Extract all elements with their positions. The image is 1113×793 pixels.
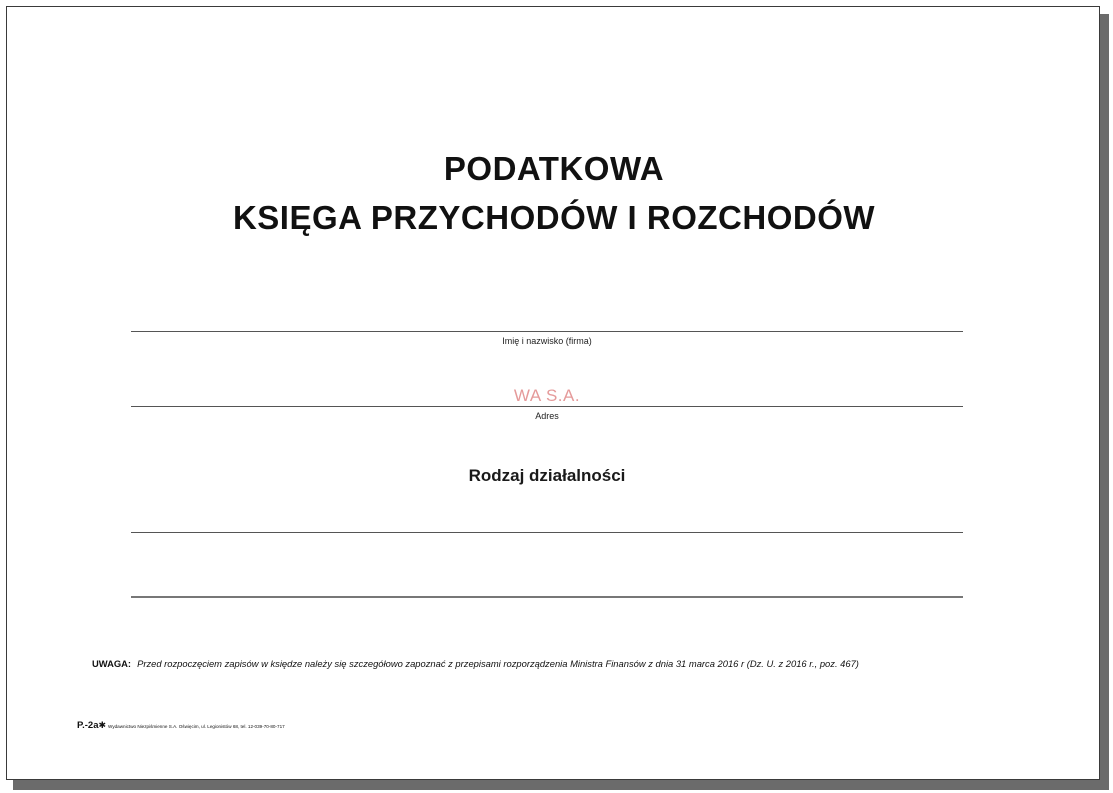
activity-fill-line-2 (131, 596, 963, 598)
address-fill-line (131, 406, 963, 407)
watermark: WA S.A. (513, 386, 581, 405)
address-caption: Adres (535, 411, 559, 421)
name-fill-line (131, 331, 963, 332)
form-code: P.-2a (77, 720, 99, 731)
activity-heading: Rodzaj działalności (468, 466, 626, 485)
title-line-1: PODATKOWA (443, 150, 665, 187)
note-label: UWAGA: (92, 658, 132, 669)
name-caption: Imię i nazwisko (firma) (502, 336, 592, 346)
publisher-imprint: Wydawnictwo Niezpiśmienne S.A. Oświęcim, ul. Legionistów 68, tel. 12-039-70-80-717 (108, 724, 285, 729)
document-page (6, 6, 1100, 780)
footer (77, 715, 285, 733)
note-text: Przed rozpoczęciem zapisów w księdze należy się szczegółowo zapoznać z przepisami rozporządzenia Ministra Finansów z dnia 31 marca 2016 r (Dz. U. z 2016 r., poz. 467) (137, 658, 859, 669)
star-icon: ✱ (98, 720, 107, 730)
note (92, 658, 1092, 669)
activity-fill-line-1 (131, 532, 963, 533)
title-line-2: KSIĘGA PRZYCHODÓW I ROZCHODÓW (232, 199, 876, 236)
